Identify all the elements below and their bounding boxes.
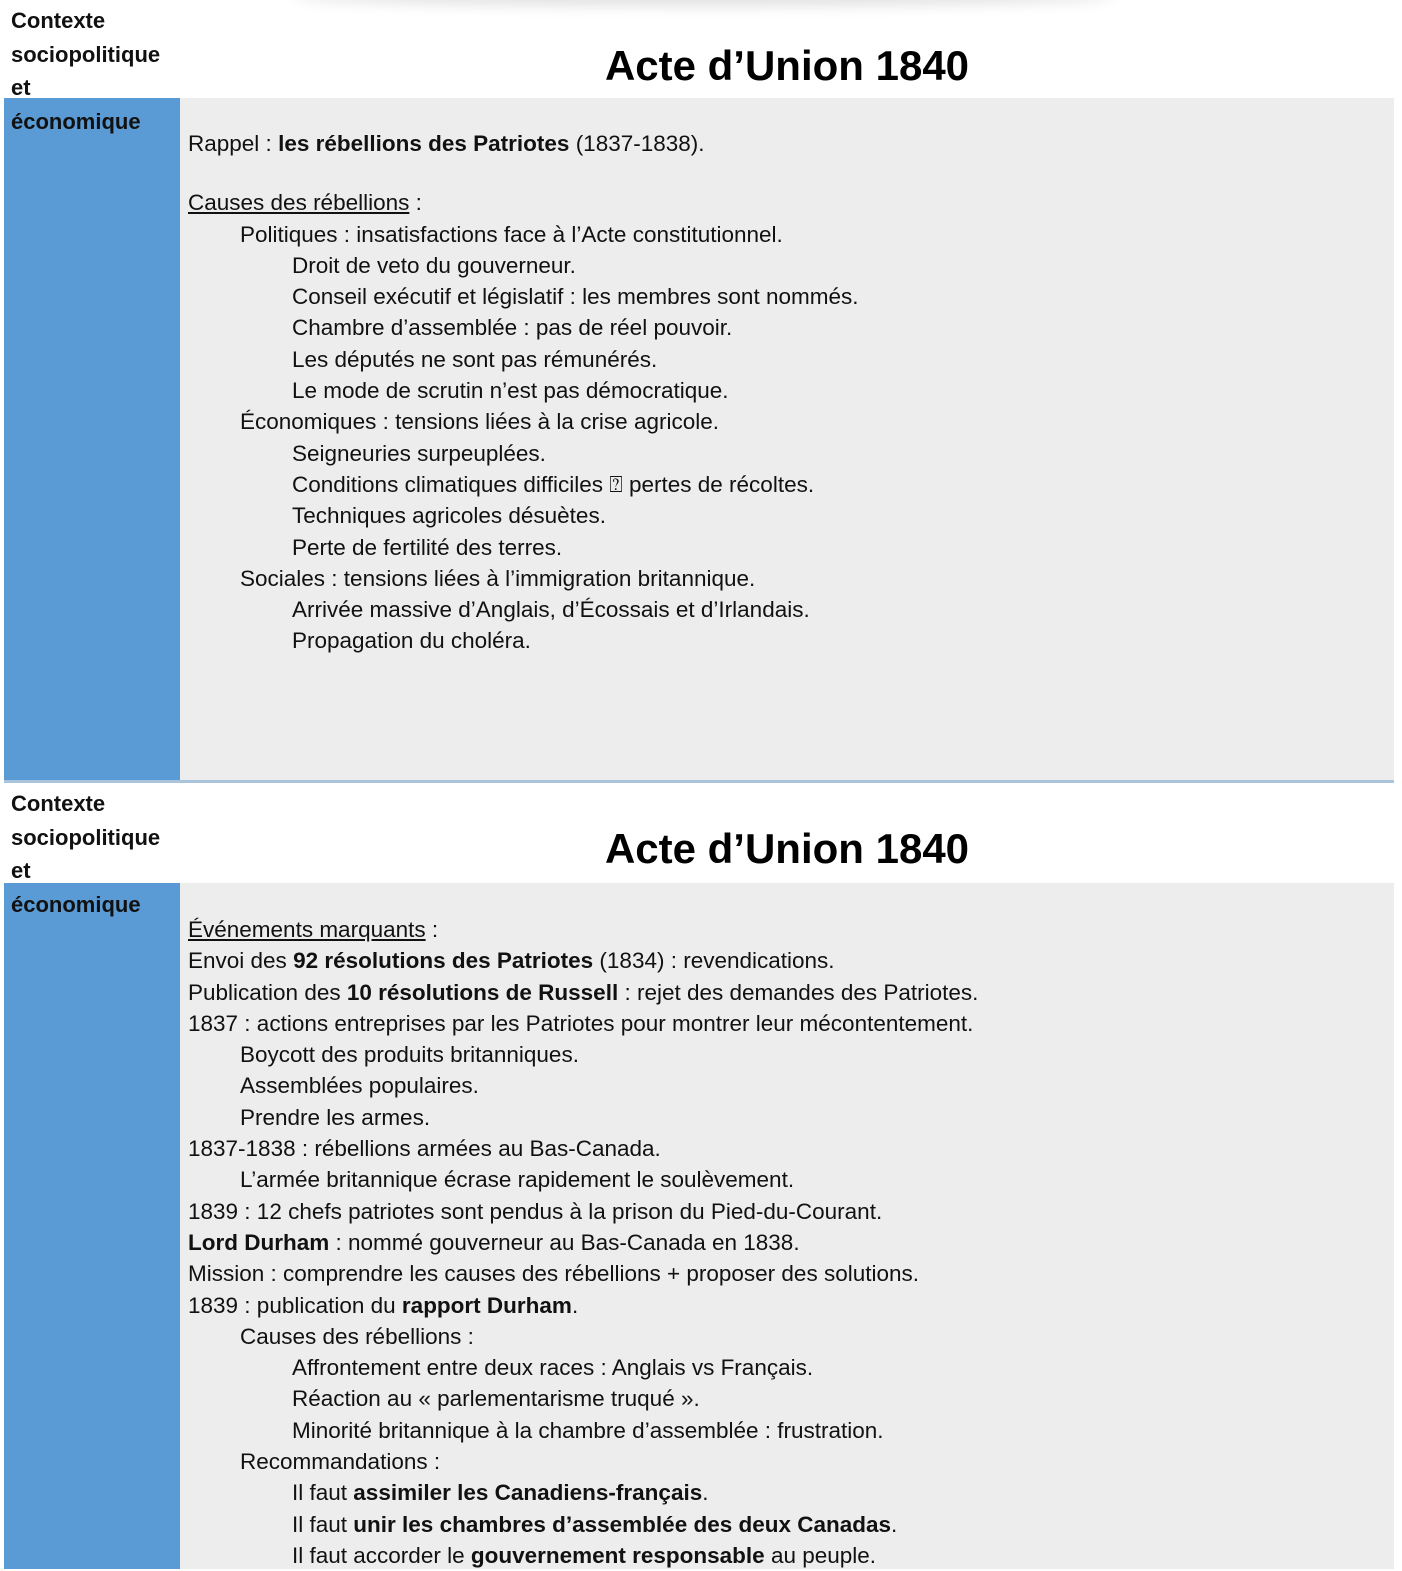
content-lines — [188, 914, 1384, 1571]
list-item: Chambre d’assemblée : pas de réel pouvoir. — [292, 315, 733, 341]
sidebar — [4, 98, 180, 781]
content-panel — [180, 883, 1394, 1569]
list-item: Il faut unir les chambres d’assemblée des deux Canadas. — [292, 1511, 898, 1537]
list-item: Propagation du choléra. — [292, 628, 531, 654]
list-item: L’armée britannique écrase rapidement le soulèvement. — [240, 1167, 795, 1193]
sidebar — [4, 883, 180, 1569]
list-item: Politiques : insatisfactions face à l’Acte constitutionnel. — [240, 221, 783, 247]
list-item: Conditions climatiques difficiles ⍰ pertes de récoltes. — [292, 471, 815, 497]
list-item: Droit de veto du gouverneur. — [292, 252, 576, 278]
list-item: Il faut assimiler les Canadiens-français. — [292, 1480, 709, 1506]
content-panel — [180, 98, 1394, 781]
content-lines — [188, 128, 1384, 657]
rappel-line: Rappel : les rébellions des Patriotes (1837-1838). — [188, 131, 705, 156]
list-item: Il faut accorder le gouvernement responsable au peuple. — [292, 1542, 877, 1568]
list-item: Publication des 10 résolutions de Russell : rejet des demandes des Patriotes. — [188, 979, 979, 1005]
list-item: Les députés ne sont pas rémunérés. — [292, 346, 658, 372]
list-item: Boycott des produits britanniques. — [240, 1042, 579, 1068]
list-item: 1837 : actions entreprises par les Patriotes pour montrer leur mécontentement. — [188, 1010, 974, 1036]
list-item: Le mode de scrutin n’est pas démocratique. — [292, 378, 729, 404]
list-item: Lord Durham : nommé gouverneur au Bas-Canada en 1838. — [188, 1229, 800, 1255]
slide-1 — [4, 0, 1394, 781]
list-item: Mission : comprendre les causes des rébellions + proposer des solutions. — [188, 1261, 919, 1287]
list-item: Causes des rébellions : — [240, 1323, 474, 1349]
list-item: Minorité britannique à la chambre d’assemblée : frustration. — [292, 1417, 884, 1443]
causes-heading: Causes des rébellions : — [188, 190, 422, 216]
list-item: Sociales : tensions liées à l’immigration britannique. — [240, 565, 756, 591]
events-heading: Événements marquants : — [188, 917, 439, 942]
list-item: Prendre les armes. — [240, 1104, 431, 1130]
list-item: Recommandations : — [240, 1449, 441, 1475]
list-item: Économiques : tensions liées à la crise agricole. — [240, 409, 719, 435]
list-item: Affrontement entre deux races : Anglais vs Français. — [292, 1355, 814, 1381]
list-item: 1839 : publication du rapport Durham. — [188, 1292, 579, 1318]
list-item: Conseil exécutif et législatif : les membres sont nommés. — [292, 284, 859, 310]
list-item: Seigneuries surpeuplées. — [292, 440, 546, 466]
list-item: Assemblées populaires. — [240, 1073, 479, 1099]
side-label: Contexte sociopolitique et économique — [11, 8, 161, 134]
list-item: 1837-1838 : rébellions armées au Bas-Canada. — [188, 1136, 661, 1162]
page-title: Acte d’Union 1840 — [604, 42, 970, 89]
slide-2 — [4, 783, 1394, 1569]
side-label: Contexte sociopolitique et économique — [11, 791, 161, 917]
list-item: Envoi des 92 résolutions des Patriotes (1834) : revendications. — [188, 948, 835, 974]
list-item: Arrivée massive d’Anglais, d’Écossais et d’Irlandais. — [292, 597, 810, 623]
list-item: Techniques agricoles désuètes. — [292, 503, 606, 529]
list-item: 1839 : 12 chefs patriotes sont pendus à la prison du Pied-du-Courant. — [188, 1198, 883, 1224]
page-title: Acte d’Union 1840 — [604, 825, 970, 872]
list-item: Réaction au « parlementarisme truqué ». — [292, 1386, 700, 1412]
list-item: Perte de fertilité des terres. — [292, 534, 563, 560]
